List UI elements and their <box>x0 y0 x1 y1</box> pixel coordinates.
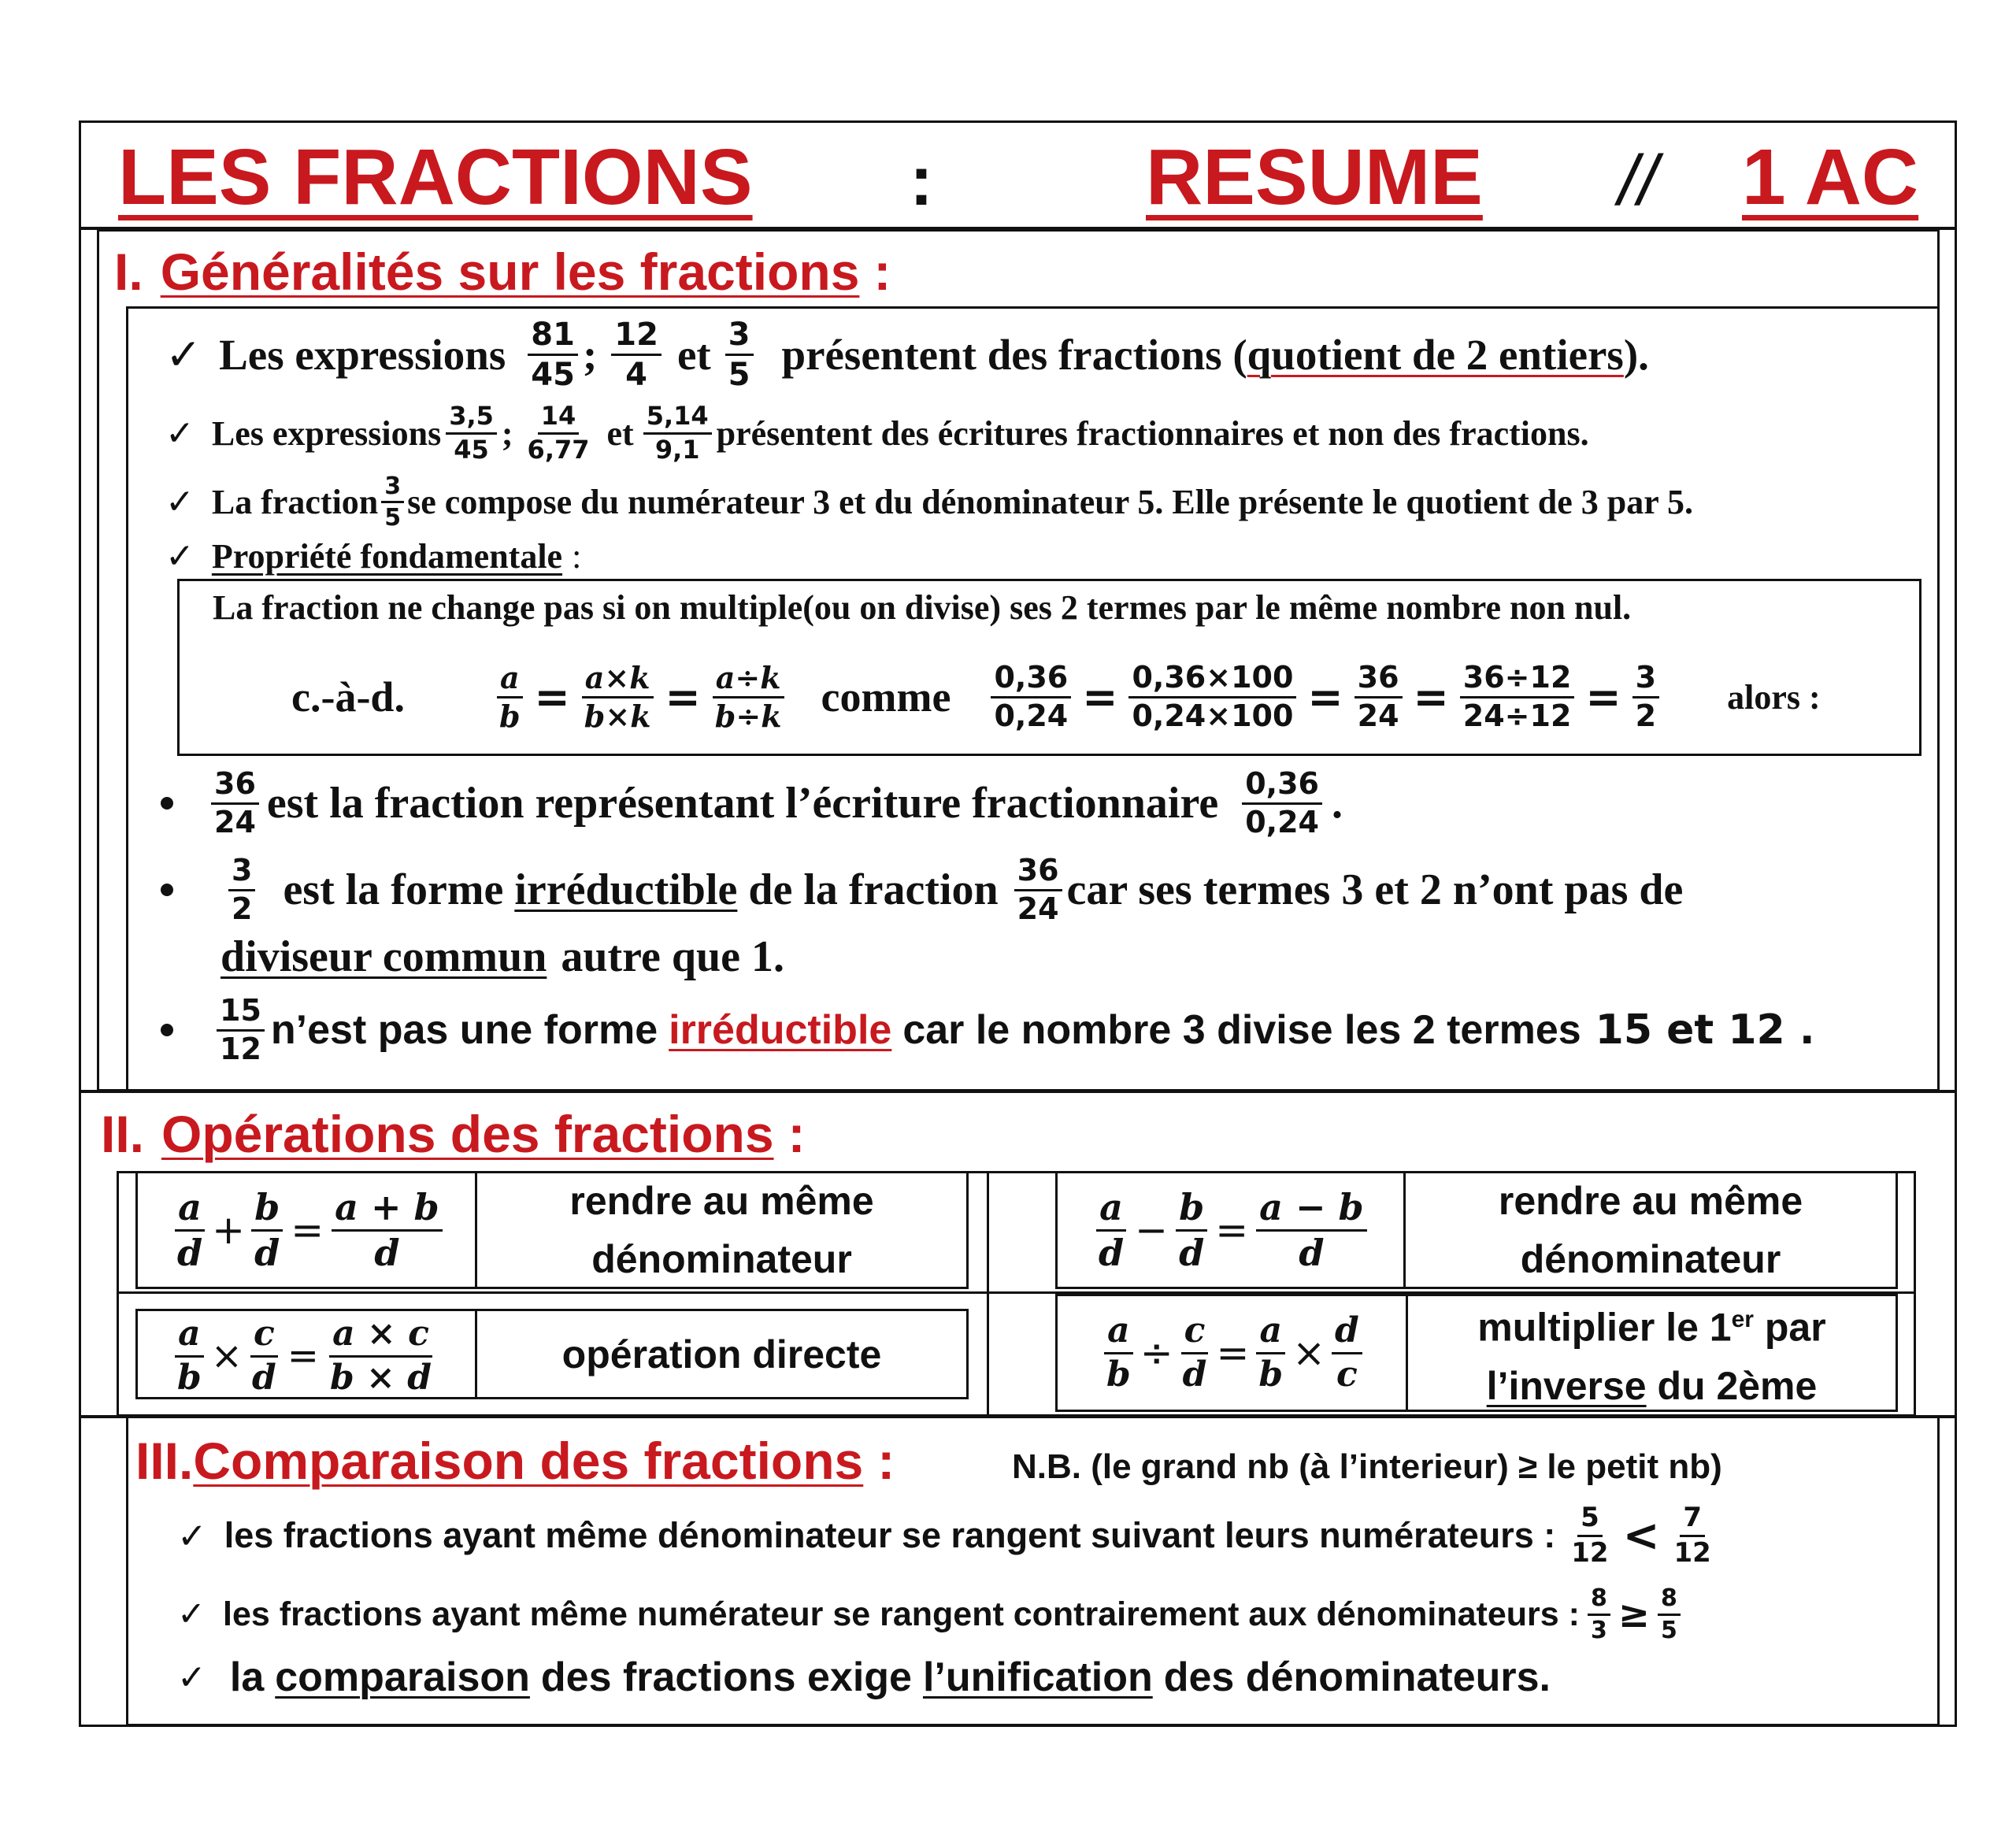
equals-sign: = <box>291 1207 324 1253</box>
example-0_36-0_24: $\frac{0,36}{0,24}$ <box>991 662 1071 732</box>
fraction-14-6_77: $\frac{14}{6,77}$ <box>527 400 590 465</box>
property-heading: Propriété fondamentale <box>211 536 563 576</box>
frac-a-b: $\frac{a}{b}$ <box>174 1316 205 1395</box>
bullet-icon <box>161 1024 173 1036</box>
frac-c-d: $\frac{c}{d}$ <box>1180 1313 1210 1392</box>
s1-line4 <box>165 534 581 578</box>
equals-sign: = <box>287 1334 319 1378</box>
fraction-5-12: $\frac{5}{12}$ <box>1571 1501 1609 1569</box>
operations-table-midline <box>987 1171 989 1417</box>
section2-title: Opérations des fractions <box>161 1105 774 1163</box>
fraction-3-2: $\frac{3}{2}$ <box>228 855 255 925</box>
fraction-7-12: $\frac{7}{12}$ <box>1673 1501 1711 1569</box>
frac-c-d: $\frac{c}{d}$ <box>249 1316 280 1395</box>
s1-line3 <box>165 469 1693 535</box>
equals-sign: = <box>1413 672 1449 722</box>
equals-sign: = <box>1216 1330 1250 1376</box>
section1-divider <box>126 306 1940 309</box>
example-times-100: $\frac{0,36\times 100}{0,24\times 100}$ <box>1128 662 1296 732</box>
check-icon: ✓ <box>177 1595 206 1634</box>
section1-left-rule <box>126 306 128 1091</box>
s1-bullet1-text: est la fraction représentant l’écriture fractionnaire <box>266 779 1219 828</box>
equals-sign: = <box>1082 672 1118 722</box>
s1-bullet2-text-b: de la fraction <box>748 865 999 914</box>
example-36-24: $\frac{36}{24}$ <box>1354 662 1403 732</box>
fraction-8-5: $\frac{8}{5}$ <box>1658 1586 1681 1643</box>
s1-bullet3 <box>217 987 1815 1073</box>
fraction-3-5-small: $\frac{3}{5}$ <box>381 474 404 531</box>
section3-heading <box>135 1429 895 1492</box>
equals-sign: = <box>1215 1207 1249 1253</box>
frac-d-c: $\frac{d}{c}$ <box>1332 1313 1362 1392</box>
op-multiplication-formula <box>169 1305 439 1407</box>
op-division-label <box>1408 1296 1896 1410</box>
fraction-3_5-45: $\frac{3,5}{45}$ <box>446 403 497 463</box>
s1-line2-text-b: présentent des écritures fractionnaires et non des fractions. <box>716 413 1589 453</box>
word-et: et <box>676 330 711 379</box>
semicolon: ; <box>501 413 513 453</box>
property-colon: : <box>572 536 582 576</box>
fraction-81-45: $\frac{81}{45}$ <box>528 318 578 391</box>
label-line1: multiplier le 1er par <box>1477 1305 1826 1350</box>
s3-line3-text-a: la <box>229 1654 265 1700</box>
plus-sign: + <box>212 1207 246 1253</box>
fraction-0_36-0_24: $\frac{0,36}{0,24}$ <box>1242 769 1322 839</box>
check-icon: ✓ <box>177 1514 207 1557</box>
s1-line1-text-a: Les expressions <box>219 330 506 379</box>
op-addition-label <box>477 1173 966 1287</box>
header-level: 1 AC <box>1742 133 1919 221</box>
bullet-icon <box>161 797 173 810</box>
op-addition-formula <box>169 1171 447 1289</box>
s3-line2 <box>177 1579 1685 1650</box>
check-icon: ✓ <box>165 535 195 576</box>
s1-bullet2-line2 <box>220 929 784 984</box>
frac-a-b-2: $\frac{a}{b}$ <box>1255 1313 1286 1392</box>
example-div-12: $\frac{36\div 12}{24\div 12}$ <box>1460 662 1575 732</box>
fraction-5_14-9_1: $\frac{5,14}{9,1}$ <box>643 403 712 463</box>
fraction-3-5: $\frac{3}{5}$ <box>725 318 754 391</box>
example-3-2: $\frac{3}{2}$ <box>1632 662 1659 732</box>
s1-line3-text-a: La fraction <box>211 483 379 521</box>
label-line2: dénominateur <box>1520 1237 1781 1281</box>
section3-number: III. <box>135 1432 194 1490</box>
s1-line1-underlined: quotient de 2 entiers <box>1247 330 1624 379</box>
formula-a-b: $\frac{a}{b}$ <box>496 662 524 732</box>
s1-bullet1 <box>211 760 1343 847</box>
s1-bullet2-line1 <box>228 847 1683 933</box>
page-title: LES FRACTIONS <box>118 133 753 221</box>
section3-colon: : <box>877 1432 895 1490</box>
s3-line1 <box>177 1492 1719 1579</box>
header-colon: : <box>910 142 933 220</box>
header-resume: RESUME <box>1146 133 1483 221</box>
frac-b-d: $\frac{b}{d}$ <box>1176 1188 1207 1272</box>
section1-colon: : <box>873 243 891 301</box>
section2-number: II. <box>101 1105 145 1163</box>
equals-sign: = <box>1307 672 1343 722</box>
times-sign: × <box>1292 1330 1326 1376</box>
fraction-12-4: $\frac{12}{4}$ <box>611 318 662 391</box>
label-line2: dénominateur <box>591 1237 852 1281</box>
fraction-15-12: $\frac{15}{12}$ <box>217 995 265 1065</box>
section2-heading <box>101 1102 806 1165</box>
check-icon: ✓ <box>177 1657 206 1698</box>
equals-sign: = <box>534 672 570 722</box>
label-line1: rendre au même <box>1498 1179 1803 1223</box>
s3-line3-text-c: des dénominateurs. <box>1163 1654 1551 1700</box>
semicolon: ; <box>582 330 598 379</box>
s1-bullet2-text-d: autre que 1. <box>561 932 784 981</box>
property-formula-row <box>291 650 1821 744</box>
frac-a-d: $\frac{a}{d}$ <box>174 1188 206 1272</box>
fraction-36-24-b: $\frac{36}{24}$ <box>1014 855 1062 925</box>
op-multiplication-label <box>477 1311 966 1397</box>
frac-a-b: $\frac{a}{b}$ <box>1103 1313 1134 1392</box>
section1-number: I. <box>114 243 143 301</box>
check-icon: ✓ <box>165 329 202 380</box>
s1-line1-text-c: ). <box>1623 330 1649 379</box>
formula-adivk-bdivk: $\frac{a\div k}{b\div k}$ <box>712 662 785 732</box>
alors-label: alors : <box>1727 677 1821 717</box>
greater-equal-sign: ≥ <box>1618 1592 1651 1636</box>
s1-bullet3-text-b: car le nombre 3 divise les 2 termes <box>902 1007 1581 1053</box>
op-subtraction-formula <box>1091 1171 1372 1289</box>
period: . <box>1331 779 1343 828</box>
header-separator: // <box>1618 142 1658 220</box>
op-subtraction-label <box>1406 1173 1896 1287</box>
s1-bullet2-text-c: car ses termes 3 et 2 n’ont pas de <box>1066 865 1684 914</box>
frac-a-d: $\frac{a}{d}$ <box>1095 1188 1127 1272</box>
frac-axc-bxd: $\frac{a \times c}{b \times d}$ <box>329 1314 432 1398</box>
check-icon: ✓ <box>165 482 195 522</box>
label-line1: rendre au même <box>569 1179 874 1223</box>
comparaison-underlined: comparaison <box>275 1654 530 1700</box>
s3-line3 <box>177 1646 1551 1709</box>
s1-bullet3-text-a: n’est pas une forme <box>270 1007 658 1053</box>
bullet-icon <box>161 884 173 896</box>
section2-colon: : <box>788 1105 806 1163</box>
s1-bullet3-text-c: 15 et 12 . <box>1595 1006 1815 1054</box>
word-et: et <box>606 413 634 453</box>
irreductible-red-underlined: irréductible <box>669 1007 892 1053</box>
s1-line1 <box>165 311 1649 398</box>
section2-top-rule <box>79 1090 1957 1093</box>
op-division-formula <box>1099 1294 1367 1412</box>
frac-amb-d: $\frac{a - b}{d}$ <box>1256 1188 1367 1272</box>
fraction-36-24: $\frac{36}{24}$ <box>211 769 259 839</box>
times-sign: × <box>210 1334 243 1378</box>
s1-line3-text-b: se compose du numérateur 3 et du dénominateur 5. Elle présente le quotient de 3 par 5. <box>407 483 1694 521</box>
frac-apb-d: $\frac{a + b}{d}$ <box>332 1188 443 1272</box>
formula-ak-bk: $\frac{a\times k}{b\times k}$ <box>581 662 654 732</box>
divide-sign: ÷ <box>1140 1330 1173 1376</box>
comme-label: comme <box>821 673 951 721</box>
label-line2: l’inverse du 2ème <box>1486 1363 1818 1408</box>
s1-bullet2-text-a: est la forme <box>283 865 504 914</box>
s3-line3-text-b: des fractions exige <box>540 1654 912 1700</box>
s1-line2-text-a: Les expressions <box>211 413 442 453</box>
section1-title: Généralités sur les fractions <box>160 243 860 301</box>
minus-sign: − <box>1135 1207 1169 1253</box>
unification-underlined: l’unification <box>922 1654 1153 1700</box>
nb-note: N.B. (le grand nb (à l’interieur) ≥ le petit nb) <box>1012 1447 1722 1486</box>
less-than-sign: < <box>1622 1510 1660 1562</box>
s1-line2 <box>165 398 1589 469</box>
property-rule-text: La fraction ne change pas si on multiple(ou on divise) ses 2 termes par le même nombre non nul. <box>213 588 1632 627</box>
s1-line1-text-b: présentent des fractions ( <box>781 330 1247 379</box>
check-icon: ✓ <box>165 413 195 454</box>
section3-title: Comparaison des fractions <box>193 1432 864 1490</box>
equals-sign: = <box>665 672 701 722</box>
cad-label: c.-à-d. <box>291 673 405 721</box>
s3-line1-text: les fractions ayant même dénominateur se rangent suivant leurs numérateurs : <box>224 1515 1556 1555</box>
irreductible-underlined: irréductible <box>514 865 738 914</box>
label-line1: opération directe <box>561 1332 882 1377</box>
section1-heading <box>114 240 891 303</box>
diviseur-commun-underlined: diviseur commun <box>220 932 547 981</box>
frac-b-d: $\frac{b}{d}$ <box>251 1188 283 1272</box>
s3-line2-text: les fractions ayant même numérateur se rangent contrairement aux dénominateurs : <box>223 1595 1580 1633</box>
fraction-8-3: $\frac{8}{3}$ <box>1588 1586 1610 1643</box>
equals-sign: = <box>1585 672 1621 722</box>
